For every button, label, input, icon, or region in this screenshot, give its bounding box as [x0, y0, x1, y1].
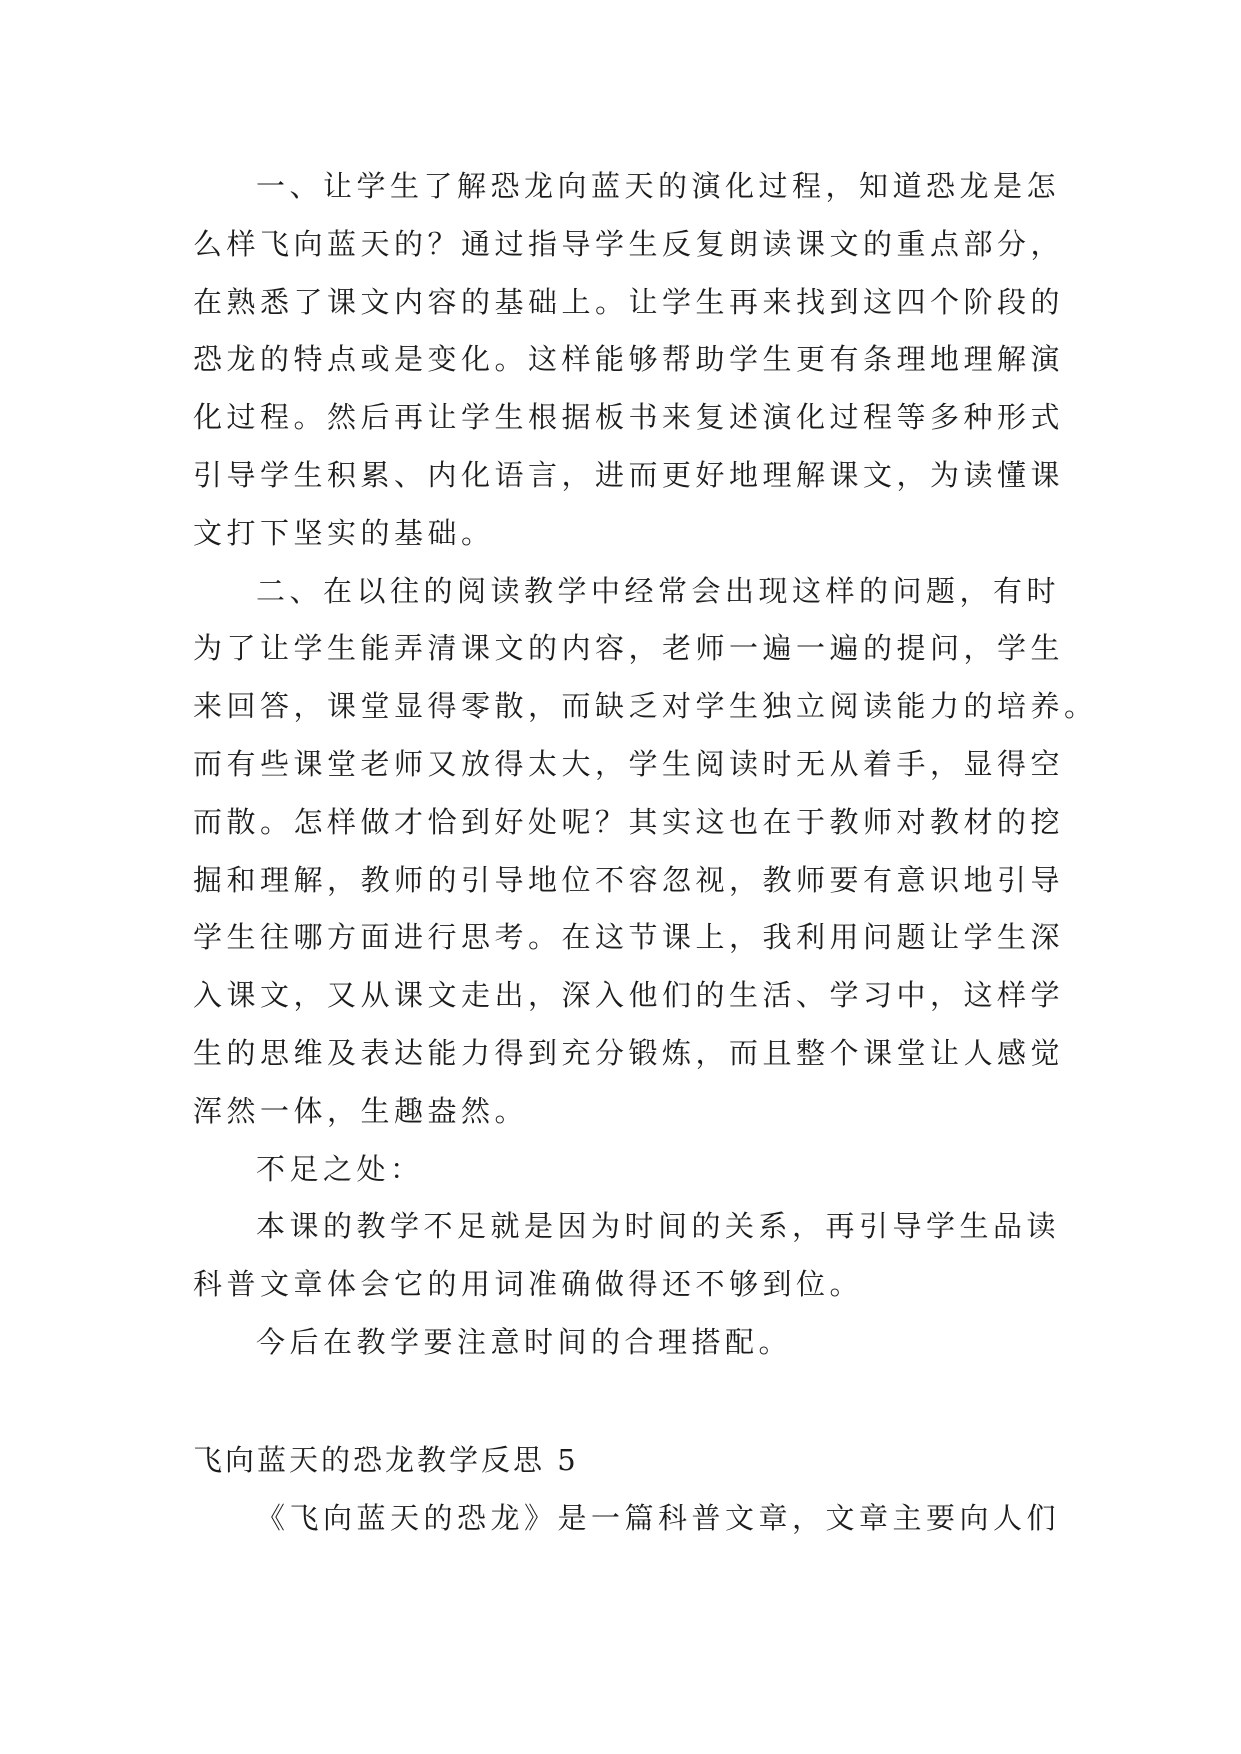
- text-line: 么样飞向蓝天的？通过指导学生反复朗读课文的重点部分，: [193, 226, 1065, 261]
- text-line: 二、在以往的阅读教学中经常会出现这样的问题，有时: [256, 573, 1061, 608]
- section-gap: [193, 1372, 1063, 1432]
- text-line: 在熟悉了课文内容的基础上。让学生再来找到这四个阶段的: [193, 284, 1065, 319]
- text-line: 今后在教学要注意时间的合理搭配。: [256, 1324, 793, 1359]
- text-line: 而散。怎样做才恰到好处呢？其实这也在于教师对教材的挖: [193, 804, 1065, 839]
- paragraph-reading-teaching: [193, 563, 1098, 1141]
- paragraph-evolution-process: [193, 158, 1063, 563]
- text-line: 而有些课堂老师又放得太大，学生阅读时无从着手，显得空: [193, 746, 1065, 781]
- text-line: 《飞向蓝天的恐龙》是一篇科普文章，文章主要向人们: [256, 1500, 1061, 1535]
- text-line: 为了让学生能弄清课文的内容，老师一遍一遍的提问，学生: [193, 631, 1065, 666]
- text-line: 浑然一体，生趣盎然。: [193, 1093, 529, 1128]
- text-line: 文打下坚实的基础。: [193, 515, 495, 550]
- paragraph-future-plan: [193, 1314, 1063, 1372]
- text-line: 来回答，课堂显得零散，而缺乏对学生独立阅读能力的培养。: [193, 689, 1098, 724]
- document-body: [193, 158, 1098, 1547]
- section-title: 飞向蓝天的恐龙教学反思 5: [193, 1442, 579, 1477]
- text-line: 生的思维及表达能力得到充分锻炼，而且整个课堂让人感觉: [193, 1035, 1065, 1070]
- text-line: 引导学生积累、内化语言，进而更好地理解课文，为读懂课: [193, 457, 1065, 492]
- text-line: 掘和理解，教师的引导地位不容忽视，教师要有意识地引导: [193, 862, 1065, 897]
- text-line: 科普文章体会它的用词准确做得还不够到位。: [193, 1267, 864, 1302]
- text-line: 化过程。然后再让学生根据板书来复述演化过程等多种形式: [193, 400, 1065, 435]
- paragraph-section-intro: [193, 1490, 1063, 1548]
- text-line: 入课文，又从课文走出，深入他们的生活、学习中，这样学: [193, 978, 1065, 1013]
- text-line: 学生往哪方面进行思考。在这节课上，我利用问题让学生深: [193, 920, 1065, 955]
- text-line: 恐龙的特点或是变化。这样能够帮助学生更有条理地理解演: [193, 342, 1065, 377]
- text-line: 一、让学生了解恐龙向蓝天的演化过程，知道恐龙是怎: [256, 169, 1061, 203]
- shortcomings-label: 不足之处：: [256, 1151, 424, 1186]
- text-line: 本课的教学不足就是因为时间的关系，再引导学生品读: [256, 1209, 1061, 1244]
- paragraph-shortcomings: [193, 1198, 1063, 1314]
